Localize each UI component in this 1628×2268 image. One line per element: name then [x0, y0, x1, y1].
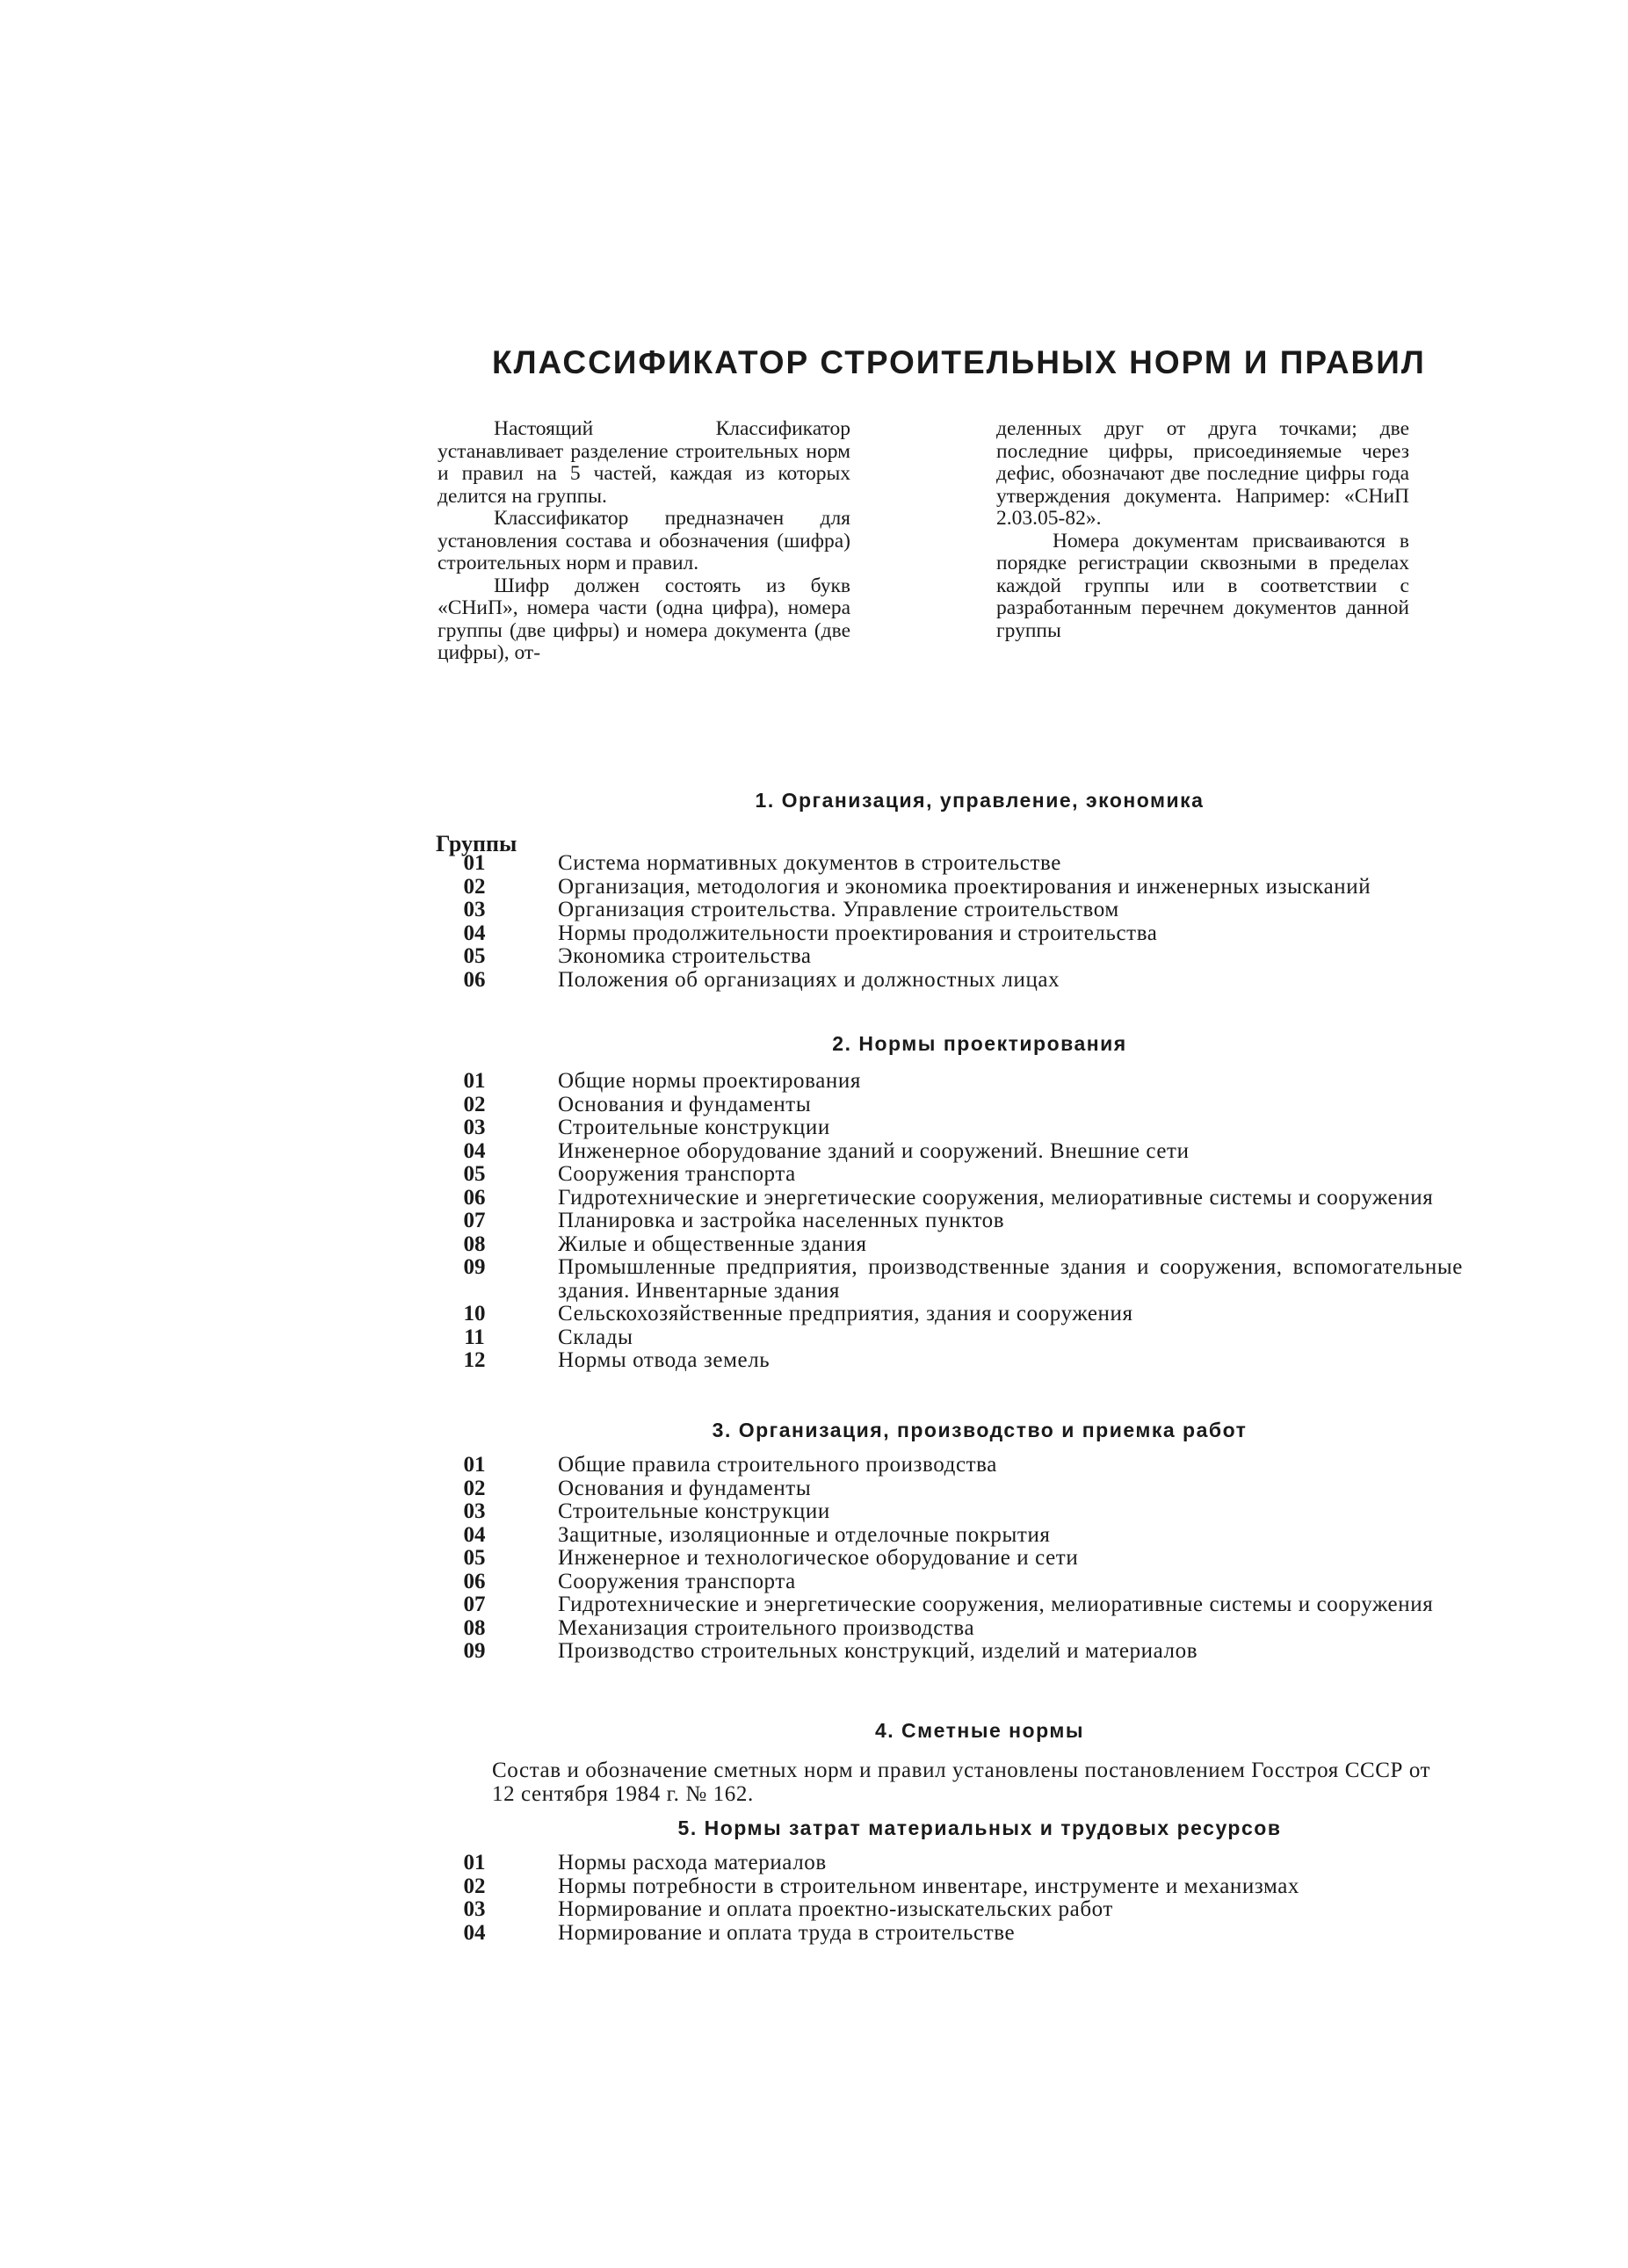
- list-item: [439, 1500, 1494, 1524]
- section-2-heading: 2. Нормы проектирования: [832, 1032, 1127, 1055]
- group-number: 01: [463, 1069, 486, 1093]
- group-number: 09: [463, 1255, 486, 1279]
- intro-paragraph: Классификатор предназначен для установления состава и обозначения (шифра) строительных норм и правил.: [438, 507, 850, 574]
- list-item: [439, 969, 1494, 993]
- list-item: [439, 1593, 1494, 1617]
- group-title: Планировка и застройка населенных пунктов: [558, 1209, 1005, 1232]
- list-item: [439, 945, 1494, 969]
- group-title: Нормы отвода земель: [558, 1348, 771, 1372]
- intro-paragraph: деленных друг от друга точками; две последние цифры, присоединяемые через дефис, обозначают две последние цифры года утверждения документа. Например: «СНиП 2.03.05-82».: [996, 417, 1409, 530]
- groups-label: Группы: [436, 831, 517, 856]
- group-title: Инженерное оборудование зданий и сооружений. Внешние сети: [558, 1138, 1190, 1163]
- intro-right-column: [996, 418, 1409, 642]
- list-item: [439, 1640, 1494, 1664]
- group-title: Защитные, изоляционные и отделочные покрытия: [558, 1522, 1051, 1547]
- section-3-heading: 3. Организация, производство и приемка работ: [712, 1419, 1248, 1441]
- list-item: [439, 1571, 1494, 1594]
- group-title: Общие правила строительного производства: [558, 1453, 997, 1477]
- list-item: [439, 852, 1494, 876]
- group-title: Нормирование и оплата проектно-изыскательских работ: [558, 1897, 1113, 1921]
- group-number: 05: [463, 944, 486, 968]
- intro-paragraph: Номера документам присваиваются в порядке регистрации сквозными в пределах каждой группы или в соответствии с разработанным перечнем документов данной группы: [996, 529, 1409, 642]
- section-1-heading: 1. Организация, управление, экономика: [755, 789, 1205, 812]
- group-number: 08: [463, 1615, 486, 1640]
- group-title: Положения об организациях и должностных лицах: [558, 967, 1060, 992]
- group-number: 11: [464, 1325, 485, 1349]
- group-title: Склады: [558, 1325, 633, 1349]
- group-title: Нормы расхода материалов: [558, 1851, 827, 1874]
- list-item: [439, 1163, 1494, 1187]
- intro-paragraph: Настоящий Классификатор устанавливает разделение строительных норм и правил на 5 частей, каждая из которых делится на группы.: [438, 417, 850, 508]
- group-title: Нормирование и оплата труда в строительстве: [558, 1920, 1016, 1945]
- list-item: [439, 1454, 1494, 1477]
- list-item: [439, 1256, 1494, 1303]
- section-3-list: [439, 1454, 1494, 1664]
- list-item: [439, 1326, 1494, 1350]
- list-item: [439, 1233, 1494, 1257]
- group-number: 02: [463, 1874, 486, 1898]
- group-title: Сооружения транспорта: [558, 1569, 796, 1593]
- group-title: Основания и фундаменты: [558, 1092, 812, 1116]
- list-item: [439, 1070, 1494, 1094]
- group-number: 12: [463, 1348, 486, 1372]
- list-item: [439, 1547, 1494, 1571]
- group-number: 04: [463, 1138, 486, 1163]
- list-item: [439, 1617, 1494, 1641]
- group-title: Нормы продолжительности проектирования и строительства: [558, 921, 1158, 945]
- group-number: 01: [463, 1453, 486, 1477]
- group-title: Общие нормы проектирования: [558, 1069, 861, 1093]
- group-number: 07: [463, 1593, 486, 1616]
- list-item: [439, 1094, 1494, 1117]
- list-item: [439, 1852, 1494, 1875]
- group-title: Система нормативных документов в строительстве: [558, 851, 1061, 875]
- group-title: Сооружения транспорта: [558, 1162, 796, 1186]
- section-1-list: [439, 852, 1494, 992]
- list-item: [439, 1303, 1494, 1326]
- intro-left-column: [438, 418, 850, 665]
- section-2-list: [439, 1070, 1494, 1373]
- group-title: Нормы потребности в строительном инвентаре, инструменте и механизмах: [558, 1874, 1300, 1898]
- list-item: [439, 1922, 1494, 1946]
- section-4-paragraph: Состав и обозначение сметных норм и правил установлены постановлением Госстроя СССР от 12 сентября 1984 г. № 162.: [492, 1759, 1431, 1806]
- group-number: 06: [463, 1569, 486, 1593]
- group-title: Жилые и общественные здания: [558, 1232, 867, 1256]
- group-number: 09: [463, 1639, 486, 1663]
- group-number: 03: [463, 1116, 486, 1139]
- group-title: Организация строительства. Управление строительством: [558, 898, 1119, 921]
- group-title: Гидротехнические и энергетические сооружения, мелиоративные системы и сооружения: [558, 1185, 1434, 1210]
- page-title: КЛАССИФИКАТОР СТРОИТЕЛЬНЫХ НОРМ И ПРАВИЛ: [492, 344, 1426, 380]
- group-number: 05: [463, 1546, 486, 1570]
- group-number: 05: [463, 1162, 486, 1186]
- group-number: 02: [463, 874, 486, 899]
- section-5-list: [439, 1852, 1494, 1945]
- group-number: 04: [463, 921, 486, 945]
- group-number: 04: [463, 1522, 486, 1547]
- group-title: Строительные конструкции: [558, 1499, 830, 1523]
- list-item: [439, 1898, 1494, 1922]
- group-number: 01: [463, 1851, 486, 1874]
- group-number: 10: [463, 1302, 486, 1325]
- list-item: [439, 1140, 1494, 1164]
- intro-paragraph: Шифр должен состоять из букв «СНиП», номера части (одна цифра), номера группы (две цифры) и номера документа (две цифры), от-: [438, 574, 850, 664]
- group-title: Сельскохозяйственные предприятия, здания и сооружения: [558, 1302, 1133, 1325]
- list-item: [439, 1187, 1494, 1210]
- group-title: Инженерное и технологическое оборудование и сети: [558, 1546, 1079, 1570]
- group-title: Производство строительных конструкций, изделий и материалов: [558, 1639, 1198, 1663]
- list-item: [439, 899, 1494, 922]
- group-number: 02: [463, 1092, 486, 1116]
- group-number: 04: [463, 1920, 486, 1945]
- list-item: [439, 1875, 1494, 1899]
- group-title: Промышленные предприятия, производственные здания и сооружения, вспомогательные здания. Инвентарные здания: [558, 1255, 1463, 1303]
- list-item: [439, 1116, 1494, 1140]
- section-5-heading: 5. Нормы затрат материальных и трудовых ресурсов: [677, 1817, 1282, 1839]
- list-item: [439, 922, 1494, 946]
- group-number: 06: [463, 967, 486, 992]
- group-number: 01: [463, 851, 486, 875]
- group-title: Гидротехнические и энергетические сооружения, мелиоративные системы и сооружения: [558, 1593, 1434, 1616]
- list-item: [439, 1349, 1494, 1373]
- group-number: 03: [463, 1897, 486, 1921]
- group-number: 08: [463, 1232, 486, 1256]
- group-number: 03: [463, 898, 486, 921]
- group-title: Механизация строительного производства: [558, 1615, 975, 1640]
- list-item: [439, 1524, 1494, 1548]
- group-title: Экономика строительства: [558, 944, 812, 968]
- group-number: 07: [463, 1209, 486, 1232]
- group-number: 03: [463, 1499, 486, 1523]
- section-4-heading: 4. Сметные нормы: [874, 1719, 1084, 1742]
- group-title: Организация, методология и экономика проектирования и инженерных изысканий: [558, 874, 1371, 899]
- list-item: [439, 1210, 1494, 1233]
- group-title: Строительные конструкции: [558, 1116, 830, 1139]
- list-item: [439, 876, 1494, 899]
- list-item: [439, 1477, 1494, 1501]
- group-number: 06: [463, 1185, 486, 1210]
- group-number: 02: [463, 1476, 486, 1500]
- group-title: Основания и фундаменты: [558, 1476, 812, 1500]
